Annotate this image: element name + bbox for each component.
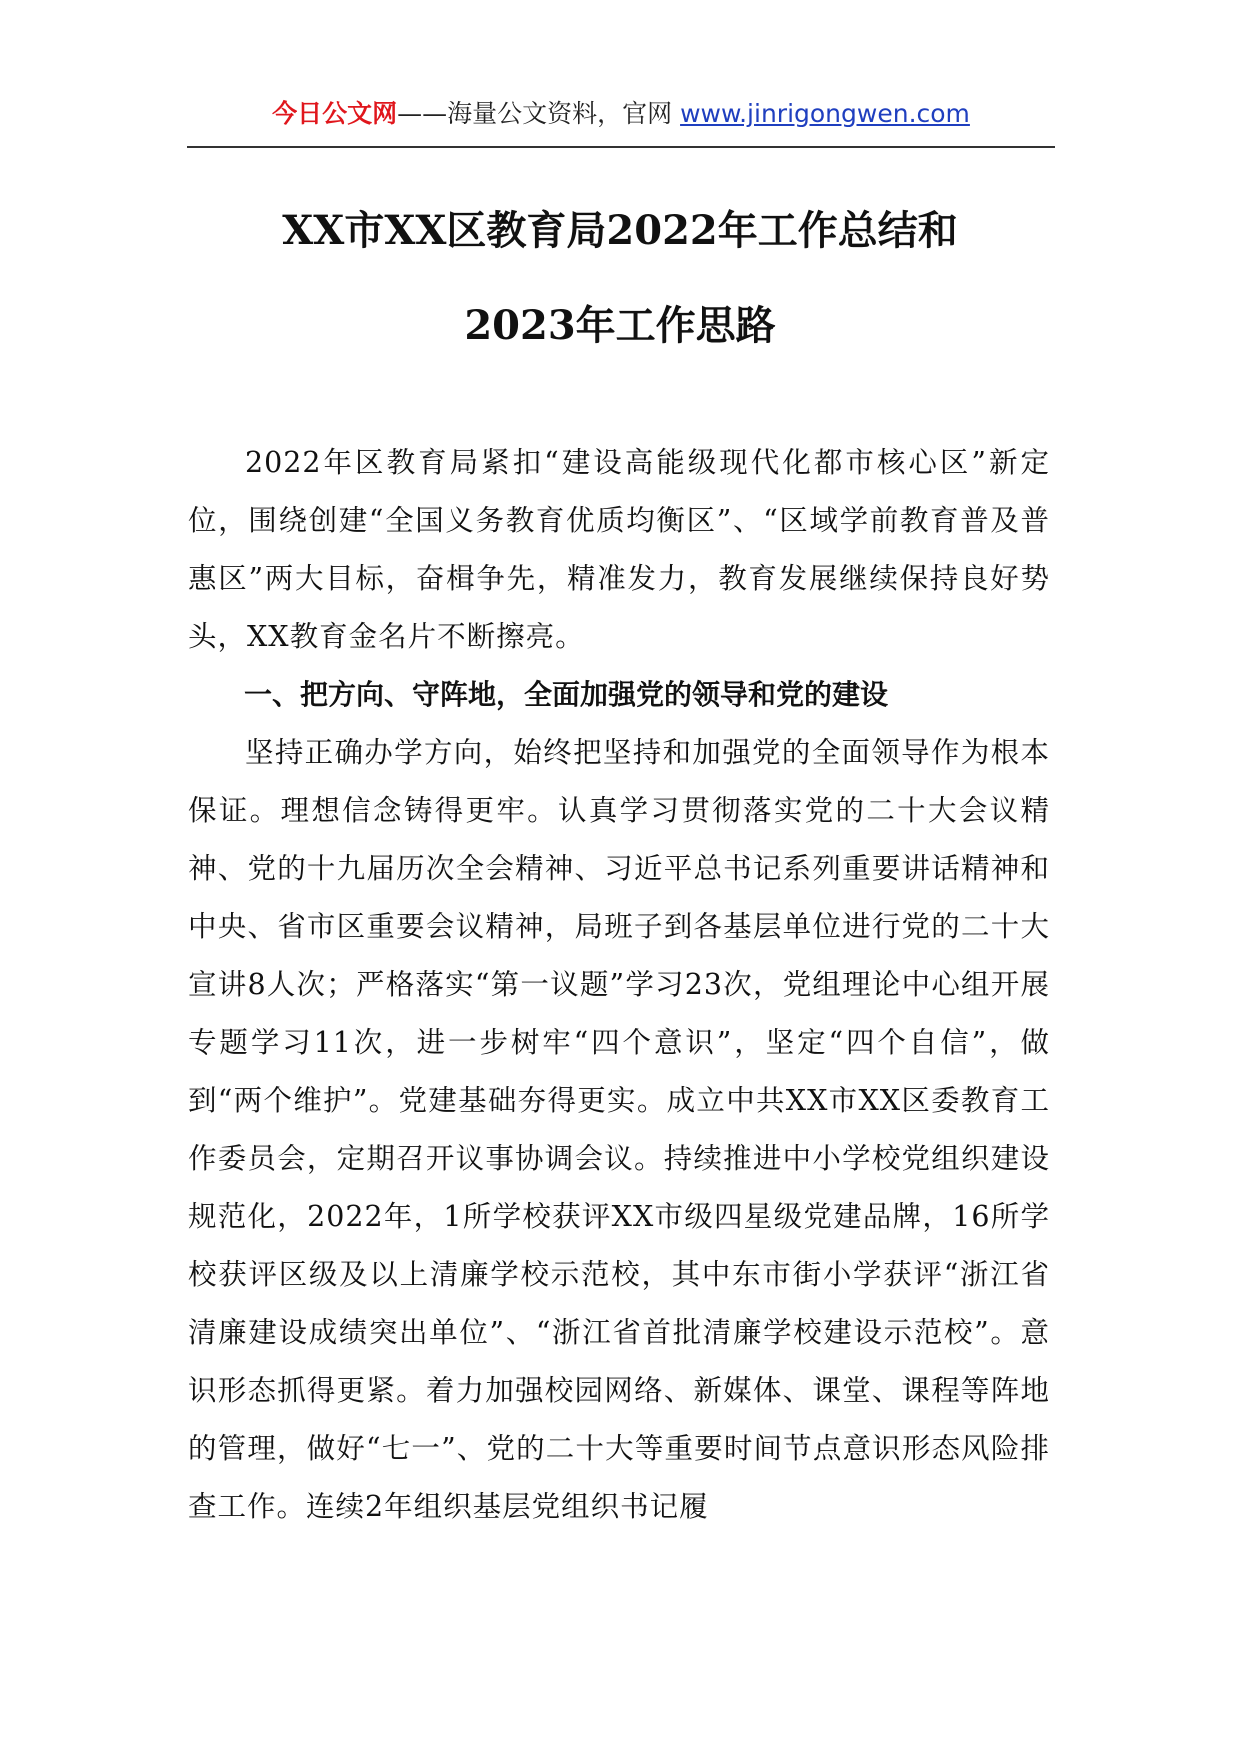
site-tagline: ——海量公文资料，官网 bbox=[397, 99, 681, 128]
section-paragraph: 坚持正确办学方向，始终把坚持和加强党的全面领导作为根本保证。理想信念铸得更牢。认真学习贯彻落实党的二十大会议精神、党的十九届历次全会精神、习近平总书记系列重要讲话精神和中央、省市区重要会议精神，局班子到各基层单位进行党的二十大宣讲8人次；严格落实“第一议题”学习23次，党组理论中心组开展专题学习11次，进一步树牢“四个意识”，坚定“四个自信”，做到“两个维护”。党建基础夯得更实。成立中共XX市XX区委教育工作委员会，定期召开议事协调会议。持续推进中小学校党组织建设规范化，2022年，1所学校获评XX市级四星级党建品牌，16所学校获评区级及以上清廉学校示范校，其中东市街小学获评“浙江省清廉建设成绩突出单位”、“浙江省首批清廉学校建设示范校”。意识形态抓得更紧。着力加强校园网络、新媒体、课堂、课程等阵地的管理，做好“七一”、党的二十大等重要时间节点意识形态风险排查工作。连续2年组织基层党组织书记履 bbox=[188, 736, 1050, 1523]
section-heading: 一、把方向、守阵地，全面加强党的领导和党的建设 bbox=[244, 678, 889, 711]
document-title-line-1: XX市XX区教育局2022年工作总结和 bbox=[282, 207, 958, 254]
site-header bbox=[187, 96, 1055, 132]
document-title-line-2: 2023年工作思路 bbox=[464, 302, 776, 349]
document-body bbox=[188, 434, 1050, 1536]
site-brand: 今日公文网 bbox=[272, 99, 398, 128]
header-divider bbox=[187, 146, 1055, 148]
site-url-link[interactable]: www.jinrigongwen.com bbox=[680, 99, 970, 128]
intro-paragraph: 2022年区教育局紧扣“建设高能级现代化都市核心区”新定位，围绕创建“全国义务教育优质均衡区”、“区域学前教育普及普惠区”两大目标，奋楫争先，精准发力，教育发展继续保持良好势头，XX教育金名片不断擦亮。 bbox=[188, 446, 1050, 653]
